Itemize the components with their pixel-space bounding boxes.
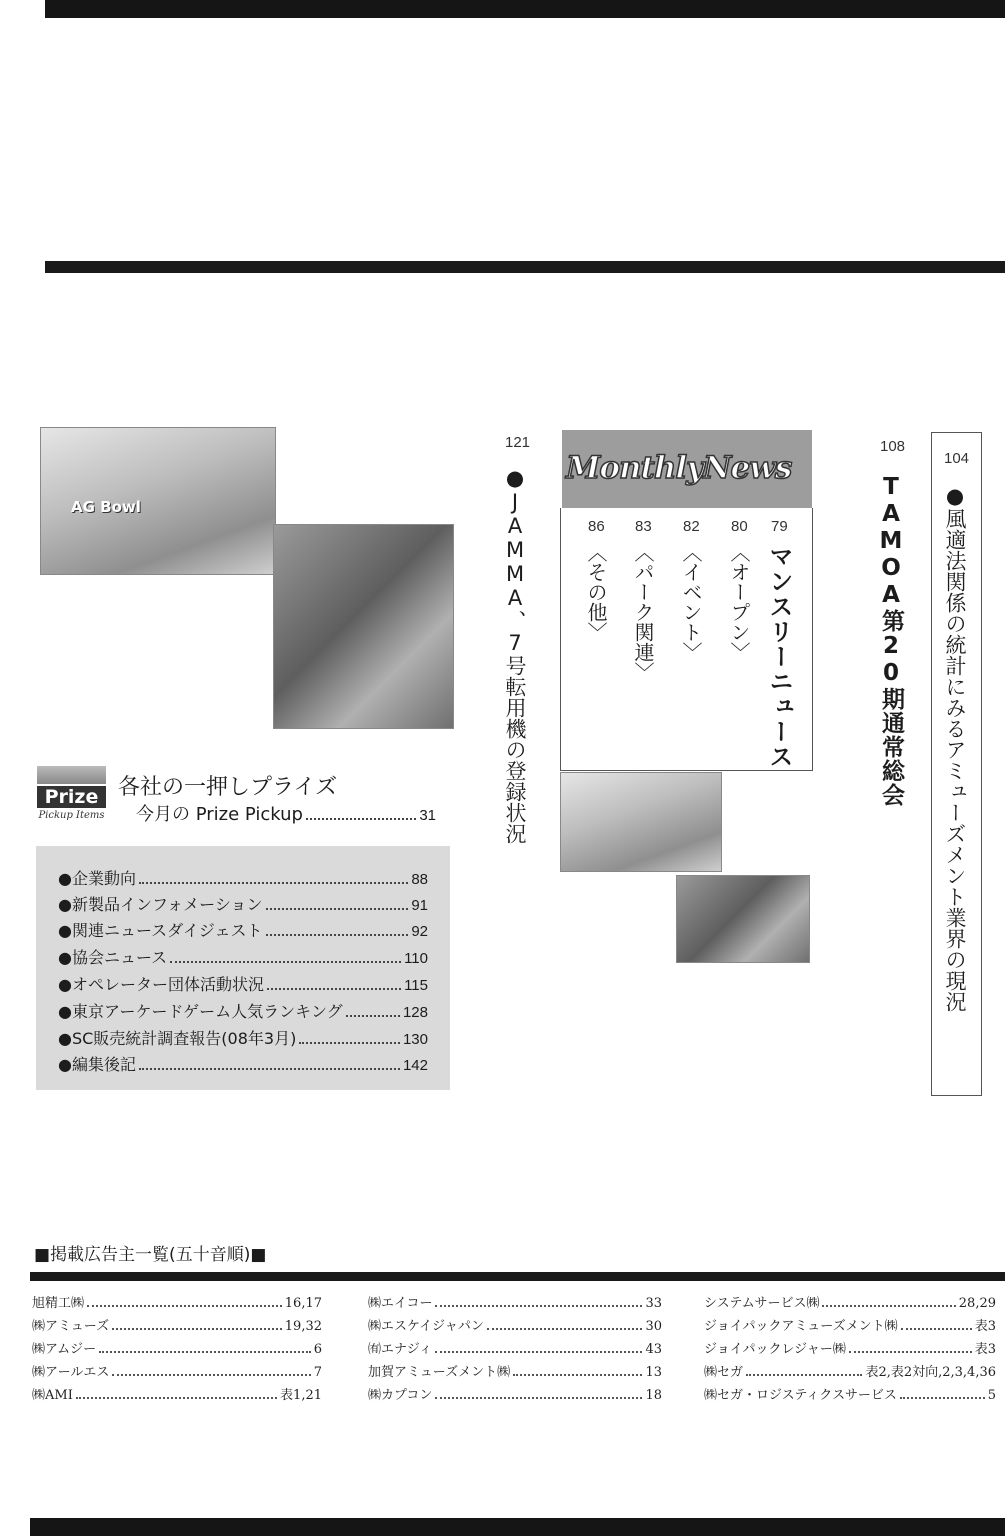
advertiser-page: 19,32 — [284, 1319, 322, 1334]
toc-row[interactable] — [58, 918, 428, 942]
leader-dots — [435, 1305, 642, 1307]
article-104-title[interactable]: ●風適法関係の統計にみるアミューズメント業界の現況 — [943, 484, 967, 1012]
prize-logo-sub: Pickup Items — [38, 810, 105, 821]
advertiser-page: 43 — [645, 1342, 662, 1357]
leader-dots — [849, 1351, 972, 1353]
leader-dots — [139, 1068, 400, 1070]
toc-box — [36, 846, 450, 1090]
toc-label: ●協会ニュース — [58, 948, 168, 967]
advertiser-page: 13 — [645, 1365, 662, 1380]
leader-dots — [139, 882, 408, 884]
advertiser-page: 表2,表2対向,2,3,4,36 — [865, 1365, 996, 1380]
advertiser-page: 7 — [313, 1365, 322, 1380]
game-machines-photo — [273, 524, 454, 729]
advertiser-page: 5 — [987, 1388, 996, 1403]
article-121-title[interactable]: ●JAMMA、7号転用機の登録状況 — [503, 466, 527, 844]
advertiser-page: 18 — [645, 1388, 662, 1403]
prize-title: 各社の一押しプライズ — [118, 775, 338, 800]
prize-pickup-page: 31 — [419, 807, 436, 824]
prize-pickup-entry[interactable] — [136, 800, 436, 826]
advertiser-page: 16,17 — [284, 1296, 322, 1311]
article-108-page: 108 — [880, 438, 906, 455]
leader-dots — [267, 988, 401, 990]
leader-dots — [435, 1397, 642, 1399]
monthly-news-logo: MonthlyNews — [566, 450, 792, 486]
advertiser-name: ㈱セガ・ロジスティクスサービス — [704, 1388, 897, 1403]
advertiser-page: 表3 — [974, 1319, 996, 1334]
toc-label: ●東京アーケードゲーム人気ランキング — [58, 1002, 343, 1021]
advertiser-page: 表1,21 — [280, 1388, 322, 1403]
toc-row[interactable] — [58, 1026, 428, 1050]
toc-row[interactable] — [58, 866, 428, 890]
advertiser-name: ジョイパックレジャー㈱ — [704, 1342, 846, 1357]
advertiser-entry[interactable] — [368, 1338, 662, 1358]
news-item-title-1[interactable]: マンスリーニュース — [765, 544, 793, 769]
toc-row[interactable] — [58, 1052, 428, 1076]
toc-page: 88 — [411, 871, 428, 888]
article-104-page: 104 — [944, 450, 970, 467]
toc-page: 92 — [411, 923, 428, 940]
advertisers-title: ■掲載広告主一覧(五十音順)■ — [34, 1245, 267, 1265]
leader-dots — [746, 1374, 862, 1376]
toc-row[interactable] — [58, 892, 428, 916]
toc-page: 110 — [404, 950, 428, 967]
news-item-page-1: 79 — [771, 518, 788, 535]
news-item-title-5[interactable]: 〈その他〉 — [584, 542, 608, 642]
leader-dots — [112, 1374, 310, 1376]
toc-row[interactable] — [58, 972, 428, 996]
advertiser-name: ㈱エスケイジャパン — [368, 1319, 484, 1334]
news-item-title-2[interactable]: 〈オープン〉 — [727, 542, 751, 662]
advertiser-name: 加賀アミューズメント㈱ — [368, 1365, 511, 1380]
advertiser-page: 6 — [313, 1342, 322, 1357]
leader-dots — [822, 1305, 955, 1307]
leader-dots — [299, 1042, 400, 1044]
toc-label: ●SC販売統計調査報告(08年3月) — [58, 1029, 297, 1048]
prize-pickup-label: 今月の Prize Pickup — [136, 804, 303, 825]
advertiser-name: 旭精工㈱ — [32, 1296, 85, 1311]
advertiser-name: ㈱アムジー — [32, 1342, 97, 1357]
shop-interior-photo — [676, 875, 810, 963]
news-item-page-3: 82 — [683, 518, 700, 535]
news-item-page-2: 80 — [731, 518, 748, 535]
toc-label: ●関連ニュースダイジェスト — [58, 921, 263, 940]
advertiser-name: ㈱エイコー — [368, 1296, 433, 1311]
leader-dots — [513, 1374, 642, 1376]
advertiser-entry[interactable] — [368, 1292, 662, 1312]
advertiser-entry[interactable] — [368, 1384, 662, 1404]
leader-dots — [266, 934, 409, 936]
toc-page: 130 — [402, 1031, 428, 1048]
leader-dots — [306, 818, 416, 820]
toc-page: 128 — [402, 1004, 428, 1021]
leader-dots — [76, 1397, 277, 1399]
leader-dots — [487, 1328, 643, 1330]
advertiser-entry[interactable] — [704, 1338, 996, 1358]
advertiser-entry[interactable] — [704, 1361, 996, 1381]
advertiser-entry[interactable] — [32, 1338, 322, 1358]
shop-front-photo — [560, 772, 722, 872]
advertiser-name: ㈱セガ — [704, 1365, 744, 1380]
leader-dots — [112, 1328, 282, 1330]
top-rule — [45, 0, 1005, 18]
advertiser-page: 表3 — [974, 1342, 996, 1357]
header-rule — [45, 261, 1005, 273]
news-item-title-4[interactable]: 〈パーク関連〉 — [631, 542, 655, 682]
advertiser-page: 28,29 — [958, 1296, 996, 1311]
toc-page: 115 — [404, 977, 428, 994]
advertiser-entry[interactable] — [32, 1292, 322, 1312]
advertiser-name: ㈱アールエス — [32, 1365, 110, 1380]
advertiser-entry[interactable] — [704, 1315, 996, 1335]
monthly-news-header — [562, 430, 812, 508]
advertiser-name: ㈱AMI — [32, 1388, 73, 1403]
advertiser-entry[interactable] — [32, 1361, 322, 1381]
toc-label: ●企業動向 — [58, 869, 136, 888]
advertiser-entry[interactable] — [704, 1384, 996, 1404]
advertiser-entry[interactable] — [32, 1384, 322, 1404]
toc-page: 91 — [411, 897, 428, 914]
advertiser-page: 33 — [645, 1296, 662, 1311]
advertiser-name: ジョイパックアミューズメント㈱ — [704, 1319, 898, 1334]
toc-label: ●オペレーター団体活動状況 — [58, 975, 264, 994]
advertiser-name: ㈱アミューズ — [32, 1319, 110, 1334]
leader-dots — [435, 1351, 642, 1353]
leader-dots — [266, 908, 409, 910]
leader-dots — [901, 1328, 972, 1330]
advertisers-rule — [30, 1272, 1005, 1281]
toc-label: ●新製品インフォメーション — [58, 895, 263, 914]
news-item-title-3[interactable]: 〈イベント〉 — [679, 542, 703, 662]
news-item-page-5: 86 — [588, 518, 605, 535]
article-121-page: 121 — [505, 434, 531, 451]
advertiser-page: 30 — [645, 1319, 662, 1334]
toc-row[interactable] — [58, 945, 428, 969]
article-108-title[interactable]: TAMOA第20期通常総会 — [878, 474, 904, 807]
bowling-sign: AG Bowl — [71, 498, 141, 516]
bowling-alley-photo — [40, 427, 276, 575]
leader-dots — [170, 961, 401, 963]
leader-dots — [87, 1305, 282, 1307]
toc-row[interactable] — [58, 999, 428, 1023]
advertiser-entry[interactable] — [368, 1361, 662, 1381]
advertiser-entry[interactable] — [368, 1315, 662, 1335]
advertiser-name: ㈱カプコン — [368, 1388, 433, 1403]
toc-page: 142 — [402, 1057, 428, 1074]
toc-label: ●編集後記 — [58, 1055, 136, 1074]
news-item-page-4: 83 — [635, 518, 652, 535]
prize-logo-band — [37, 766, 106, 784]
leader-dots — [900, 1397, 985, 1399]
leader-dots — [99, 1351, 311, 1353]
prize-logo-word: Prize — [37, 786, 106, 808]
prize-logo — [37, 766, 106, 826]
advertiser-entry[interactable] — [704, 1292, 996, 1312]
leader-dots — [346, 1015, 400, 1017]
advertiser-name: ㈲エナジィ — [368, 1342, 432, 1357]
advertiser-name: システムサービス㈱ — [704, 1296, 820, 1311]
bottom-rule — [30, 1518, 1005, 1536]
advertiser-entry[interactable] — [32, 1315, 322, 1335]
